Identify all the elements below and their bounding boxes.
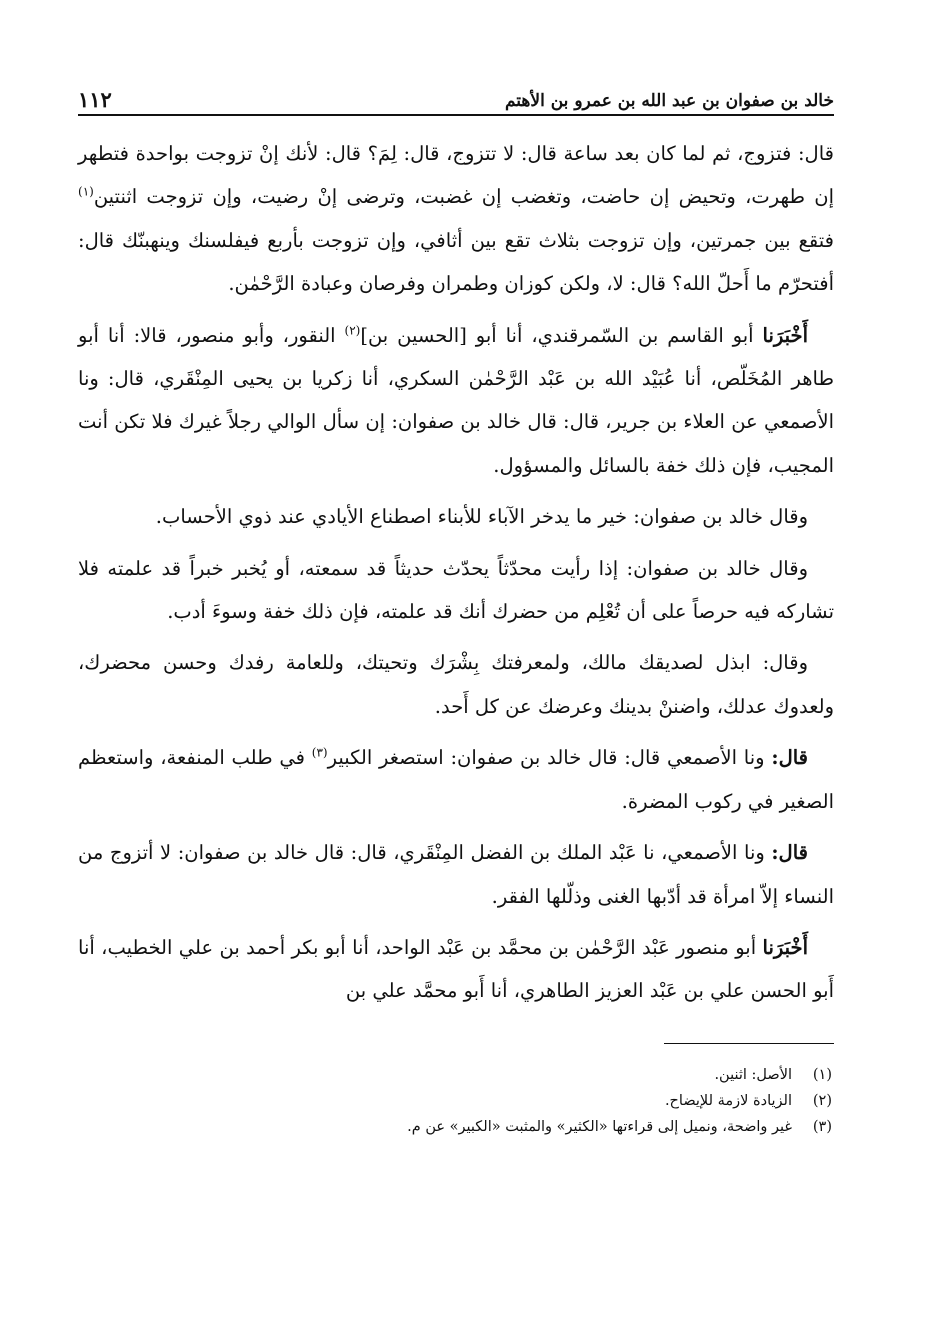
footnote-separator xyxy=(664,1043,834,1044)
body-text xyxy=(78,132,834,1013)
footnote-number: (١) xyxy=(812,1066,832,1083)
paragraph-lead: أَخْبَرَنا xyxy=(762,323,809,347)
footnotes xyxy=(78,1062,834,1140)
paragraph xyxy=(78,314,834,488)
footnote-text: الزيادة لازمة للإيضاح. xyxy=(664,1092,792,1109)
page-header xyxy=(78,70,834,116)
paragraph-text-after: فتقع بين جمرتين، وإن تزوجت بثلاث تقع بين أثافي، وإن تزوجت بأربع فيفلسنك وينهبنّك قال: أفتحرّم ما أَحلّ الله؟ قال: لا، ولكن كوزان وطمران وفرصان وعبادة الرَّحْمٰن. xyxy=(78,228,834,296)
footnote xyxy=(78,1114,832,1140)
paragraph-text: ونا الأصمعي قال: قال خالد بن صفوان: استصغر الكبير xyxy=(327,746,772,770)
paragraph-text: أبو القاسم بن السّمرقندي، أنا أبو [الحسين بن] xyxy=(360,323,763,347)
paragraph-lead: أَخْبَرَنا xyxy=(762,935,808,959)
footnote-number: (٢) xyxy=(812,1092,832,1109)
paragraph-text-after: النقور، وأبو منصور، قالا: أنا أبو طاهر المُخَلّص، أنا عُبَيْد الله بن عَبْد الرَّحْمٰن السكري، أنا زكريا بن يحيى المِنْقَري، قال: ونا الأصمعي عن العلاء بن جرير، قال: قال خالد بن صفوان: إن سأل الوالي رجلاً غيرك فلا تكن أنت المجيب، فإن ذلك خفة بالسائل والمسؤول. xyxy=(78,323,834,477)
paragraph xyxy=(78,926,834,1013)
paragraph xyxy=(78,831,834,918)
running-title: خالد بن صفوان بن عبد الله بن عمرو بن الأهتم xyxy=(504,91,834,111)
paragraph xyxy=(78,547,834,634)
paragraph-text: وقال: ابذل لصديقك مالك، ولمعرفتك بِشْرَك وتحيتك، وللعامة رفدك وحسن محضرك، ولعدوك عدلك، واضننْ بدينك وعرضك عن كل أَحد. xyxy=(78,651,834,718)
paragraph-lead: قال: xyxy=(771,841,808,865)
footnote-ref: (٢) xyxy=(344,323,361,338)
footnote-text: الأصل: اثنين. xyxy=(714,1066,792,1083)
footnote-ref: (٣) xyxy=(311,745,328,760)
paragraph xyxy=(78,641,834,728)
paragraph xyxy=(78,736,834,823)
page xyxy=(78,70,834,1305)
paragraph-text: وقال خالد بن صفوان: خير ما يدخر الآباء للأبناء اصطناع الأيادي عند ذوي الأحساب. xyxy=(155,505,808,529)
footnote-number: (٣) xyxy=(812,1118,832,1135)
paragraph xyxy=(78,132,834,306)
paragraph-text-after: في طلب المنفعة، واستعظم الصغير في ركوب المضرة. xyxy=(78,746,834,813)
footnote-text: غير واضحة، ونميل إلى قراءتها «الكثير» والمثبت «الكبير» عن م. xyxy=(407,1118,792,1135)
paragraph-lead: قال: xyxy=(771,746,809,770)
footnote xyxy=(78,1062,832,1088)
paragraph-text: وقال خالد بن صفوان: إذا رأيت محدّثاً يحدّث حديثاً قد سمعته، أو يُخبر خبراً قد علمته فلا تشاركه فيه حرصاً على أن تُعْلِم من حضرك أنك قد علمته، فإن ذلك خفة وسوءَ أدب. xyxy=(78,556,834,624)
paragraph xyxy=(78,495,834,538)
paragraph-text: ونا الأصمعي، نا عَبْد الملك بن الفضل المِنْقَري، قال: قال خالد بن صفوان: لا أتزوج من النساء إلاّ امرأة قد أدّبها الغنى وذلّلها الفقر. xyxy=(78,841,834,908)
paragraph-text: أبو منصور عَبْد الرَّحْمٰن بن محمَّد بن عَبْد الواحد، أنا أبو بكر أحمد بن علي الخطيب، أنا أَبو الحسن علي بن عَبْد العزيز الطاهري، أنا أَبو محمَّد علي بن xyxy=(78,935,834,1003)
footnote-ref: (١) xyxy=(78,184,94,199)
paragraph-text: قال: فتزوج، ثم لما كان بعد ساعة قال: لا تتزوج، قال: لِمَ؟ قال: لأنك إنْ تزوجت بواحدة فتطهر إن طهرت، وتحيض إن حاضت، وتغضب إن غضبت، وترضى إنْ رضيت، وإن تزوجت اثنتين xyxy=(78,142,834,209)
page-number: ١١٢ xyxy=(78,87,112,112)
footnote xyxy=(78,1088,832,1114)
